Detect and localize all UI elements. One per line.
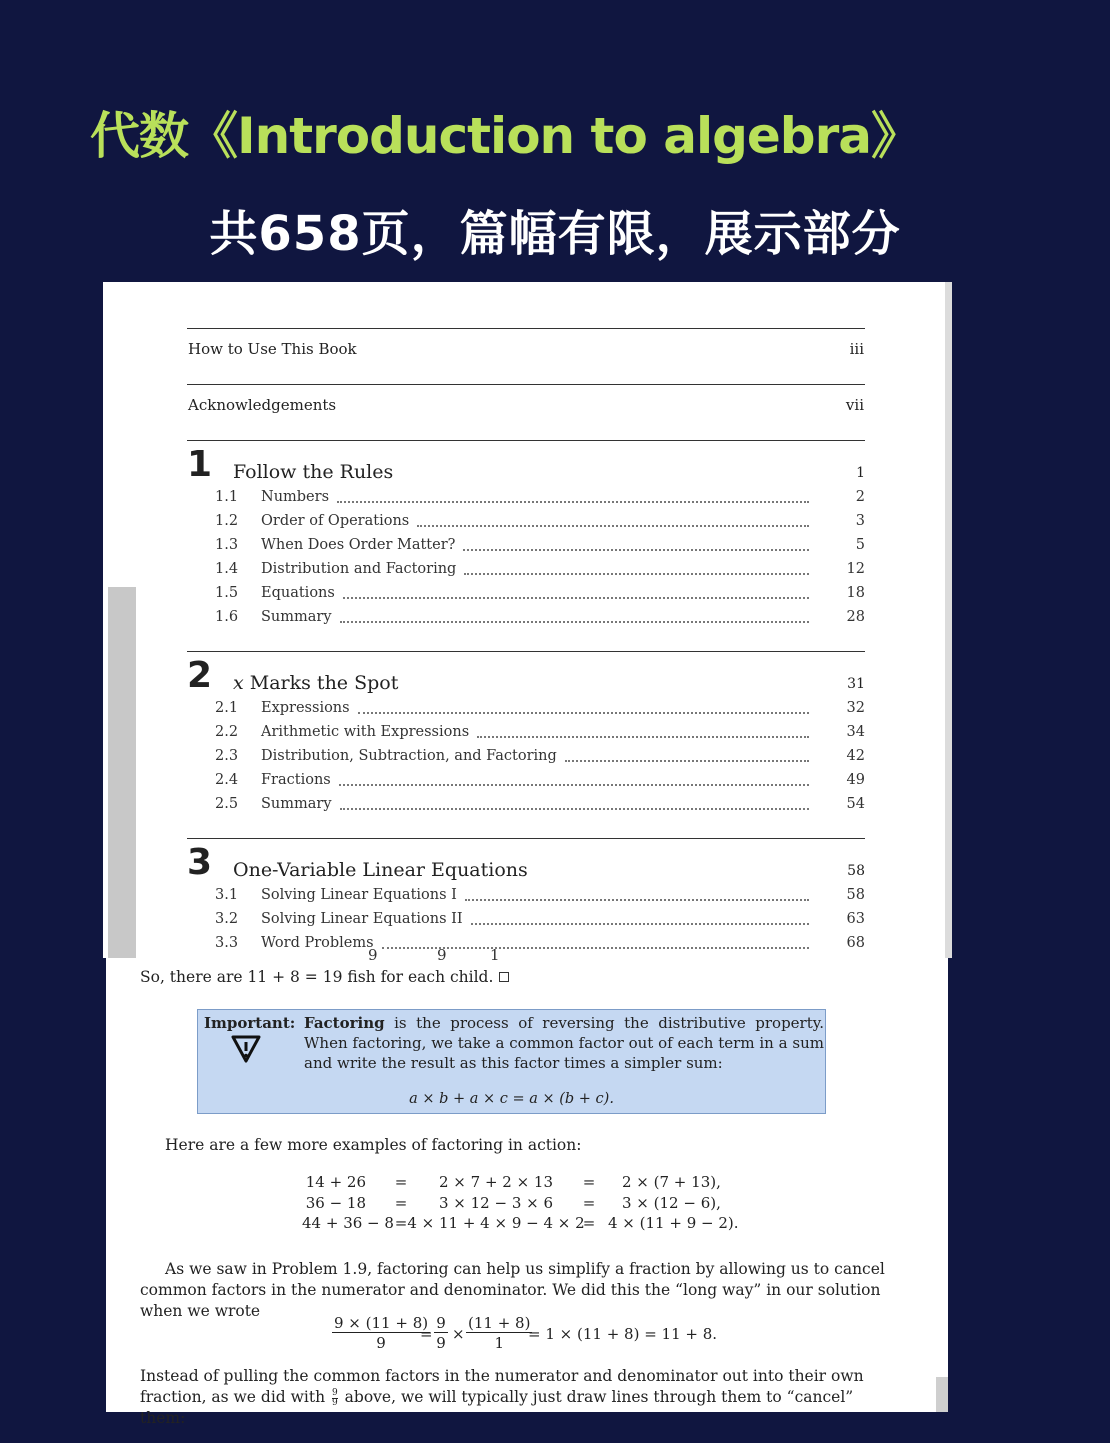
section-page: 3 [855,513,865,529]
dot-leader [358,711,809,714]
section-name: Fractions [261,772,331,788]
denominator: 9 [436,1334,446,1352]
examples-intro: Here are a few more examples of factoring in action: [165,1136,582,1154]
section-name: Solving Linear Equations I [261,887,457,903]
numerator: 9 [434,1314,448,1333]
chapter-number: 1 [187,444,213,485]
toc-section-row [187,509,865,533]
fish-sentence: So, there are 11 + 8 = 19 fish for each child. [140,968,494,986]
excerpt-page-image [106,946,948,1427]
section-number: 1.4 [215,561,239,577]
section-page: 12 [846,561,865,577]
warning-triangle-icon [230,1034,262,1068]
distributive-formula: a × b + a × c = a × (b + c). [409,1091,614,1107]
equals-sign: = [394,1193,408,1212]
section-number: 2.3 [215,748,239,764]
chapter-heading [187,839,865,883]
equation-mid-column [406,1172,586,1234]
paragraph [140,1366,888,1429]
toc-section-row [187,768,865,792]
denominator: 9 [332,1397,338,1408]
section-name: Distribution and Factoring [261,561,457,577]
equals-sign: = [394,1214,408,1232]
equation-eq-column [582,1172,596,1234]
denominator: 1 [494,1334,504,1352]
section-page: 58 [846,887,865,903]
banner-title: 代数《Introduction to algebra》 [90,107,920,165]
section-page: 2 [855,489,865,505]
numerator: 9 [332,1387,338,1398]
factoring-term: Factoring [304,1014,385,1032]
page-edge-shadow-right [945,282,952,958]
section-number: 3.3 [215,935,239,951]
fraction [466,1314,532,1352]
toc-section-row [187,720,865,744]
chapter-title-prefix: x [233,672,244,694]
equation-rhs: 2 × (7 + 13), [622,1173,721,1191]
toc-front-row [187,329,865,369]
numerator: (11 + 8) [468,1314,531,1332]
toc-front-label: Acknowledgements [188,396,337,414]
section-number: 2.4 [215,772,239,788]
equation-rhs: 3 × (12 − 6), [622,1193,721,1212]
equation-rest: = 1 × (11 + 8) = 11 + 8. [528,1325,718,1343]
section-name: Summary [261,796,332,812]
section-name: Solving Linear Equations II [261,911,463,927]
section-number: 1.6 [215,609,239,625]
section-name: Equations [261,585,335,601]
chapter-title [233,859,528,881]
chapter-title-text: One-Variable Linear Equations [233,859,528,881]
chapter-page: 31 [847,676,865,692]
equals-sign: = [420,1325,433,1343]
page-edge-shadow [936,1377,948,1412]
section-number: 3.1 [215,887,239,903]
important-label: Important: [204,1014,296,1032]
cut-off-line [106,946,948,964]
dot-leader [471,922,809,925]
toc-chapter [187,441,865,629]
section-name: Distribution, Subtraction, and Factoring [261,748,557,764]
toc-front-row [187,385,865,425]
equation-lhs-column [302,1172,394,1234]
equals-sign: = [582,1193,596,1212]
dot-leader [477,735,809,738]
section-page: 28 [846,609,865,625]
chapter-heading [187,441,865,485]
equals-sign: = [394,1173,408,1191]
toc-section-row [187,696,865,720]
important-box [197,1009,826,1114]
section-number: 1.2 [215,513,239,529]
toc-chapters [187,441,865,955]
equation-lhs: 36 − 18 [305,1193,366,1212]
fraction-equation [332,1314,732,1358]
inline-fraction [332,1389,338,1408]
chapter-title-text: Marks the Spot [249,672,399,694]
equation-mid: 4 × 11 + 4 × 9 − 4 × 2 [407,1214,585,1232]
toc-section-row [187,792,865,816]
toc-section-row [187,557,865,581]
dot-leader [565,759,809,762]
dot-leader [465,898,809,901]
chapter-number: 2 [187,655,213,696]
cut-off-glyph: 9 [437,946,447,964]
fraction [332,1314,430,1352]
dot-leader [464,572,809,575]
chapter-title [233,461,393,483]
section-page: 54 [846,796,865,812]
section-name: Arithmetic with Expressions [261,724,470,740]
section-number: 2.1 [215,700,239,716]
section-page: 5 [855,537,865,553]
toc-section-row [187,907,865,931]
section-page: 49 [846,772,865,788]
dot-leader [417,524,809,527]
paragraph: As we saw in Problem 1.9, factoring can help us simplify a fraction by allowing us to cancel common factors in the numerator and denominator. We did this the “long way” in our solution when we wrote [140,1260,885,1320]
equals-sign: = [582,1173,596,1191]
toc-section-row [187,533,865,557]
section-page: 42 [846,748,865,764]
equation-rhs: 4 × (11 + 9 − 2). [608,1214,739,1232]
equation-mid: 2 × 7 + 2 × 13 [438,1173,554,1191]
banner-subtitle: 共658页，篇幅有限，展示部分 [209,206,901,262]
section-page: 34 [846,724,865,740]
equation-mid: 3 × 12 − 3 × 6 [438,1193,554,1212]
denominator: 9 [376,1334,386,1352]
section-name: Expressions [261,700,350,716]
paragraph-part: Instead of pulling the common factors in the numerator and denominator out into their own fraction, as we did with [140,1367,864,1406]
section-number: 1.1 [215,489,239,505]
toc-chapter [187,839,865,955]
numerator: 9 × (11 + 8) [334,1314,429,1332]
section-page: 68 [846,935,865,951]
section-number: 2.5 [215,796,239,812]
section-number: 1.5 [215,585,239,601]
section-name: When Does Order Matter? [261,537,456,553]
toc-section-row [187,744,865,768]
section-page: 32 [846,700,865,716]
table-of-contents [187,328,865,955]
equation-lhs: 14 + 26 [305,1173,366,1191]
section-name: Numbers [261,489,330,505]
text-line [140,968,509,986]
dot-leader [340,807,809,810]
chapter-heading [187,652,865,696]
toc-page-image [103,282,952,958]
section-number: 1.3 [215,537,239,553]
paragraph-part: above, we will typically just draw lines through them to “cancel” them: [140,1388,854,1427]
page-edge-shadow [108,587,136,958]
important-text [304,1013,824,1073]
section-page: 18 [846,585,865,601]
toc-section-row [187,605,865,629]
toc-section-row [187,581,865,605]
dot-leader [343,596,809,599]
section-number: 3.2 [215,911,239,927]
chapter-page: 1 [856,465,865,481]
equation-rhs-column [608,1172,748,1234]
dot-leader [463,548,809,551]
equation-lhs: 44 + 36 − 8 [302,1214,394,1232]
section-number: 2.2 [215,724,239,740]
times-sign: × [452,1325,465,1343]
cut-off-glyph: 9 [368,946,378,964]
dot-leader [337,500,809,503]
qed-square-icon [499,972,509,982]
important-body: is the process of reversing the distributive property. When factoring, we take a common factor out of each term in a sum and write the result as this factor times a simpler sum: [304,1014,824,1072]
section-name: Word Problems [261,935,374,951]
chapter-title [233,672,398,694]
section-name: Summary [261,609,332,625]
toc-section-row [187,883,865,907]
fraction [434,1314,448,1352]
chapter-number: 3 [187,842,213,883]
toc-front-page: vii [845,396,864,414]
dot-leader [340,620,809,623]
section-page: 63 [846,911,865,927]
dot-leader [339,783,809,786]
section-name: Order of Operations [261,513,410,529]
chapter-page: 58 [847,863,865,879]
toc-front-page: iii [849,340,864,358]
toc-chapter [187,652,865,816]
equals-sign: = [582,1214,596,1232]
toc-section-row [187,485,865,509]
cut-off-glyph: 1 [490,946,500,964]
chapter-title-text: Follow the Rules [233,461,394,483]
toc-front-label: How to Use This Book [188,340,357,358]
